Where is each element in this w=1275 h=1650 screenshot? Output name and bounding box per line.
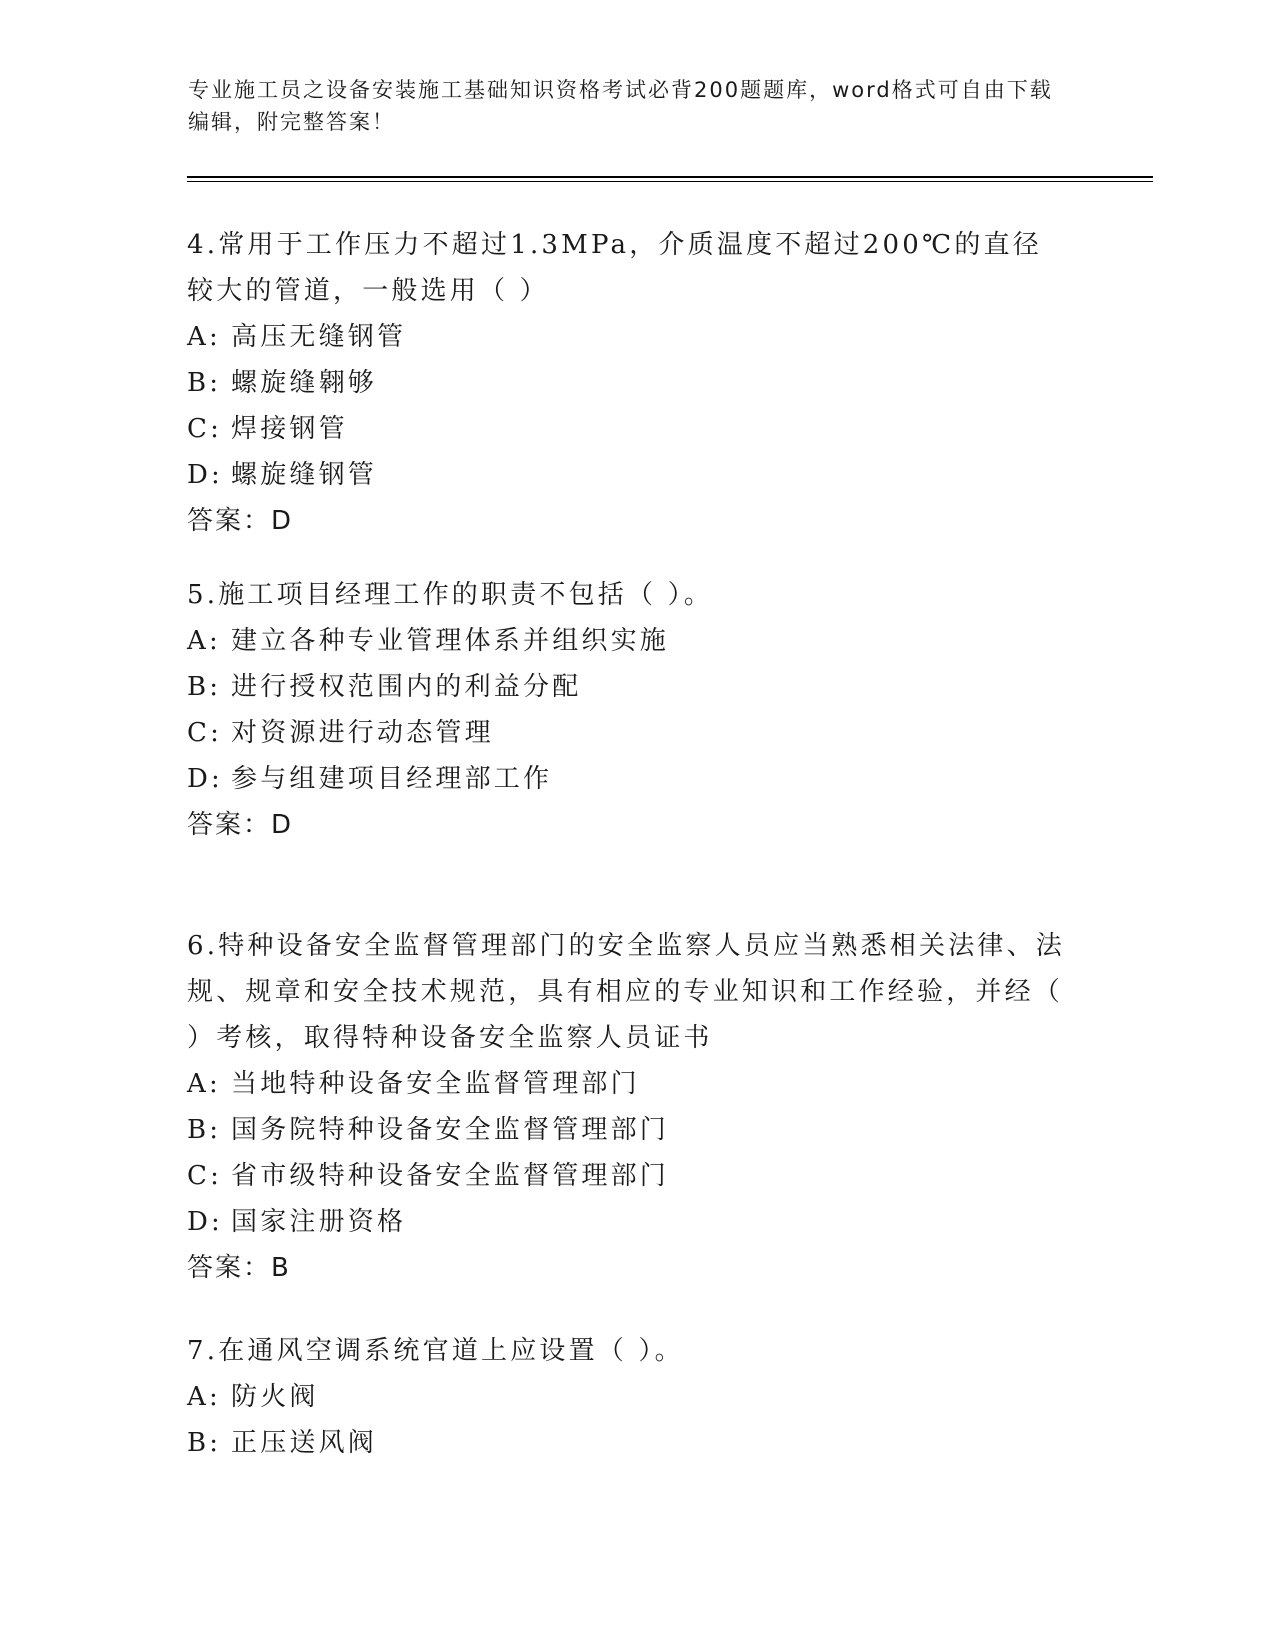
option-key: A: (187, 1069, 221, 1099)
option-c (187, 710, 1067, 756)
option-d (187, 452, 1067, 498)
option-b (187, 1420, 1067, 1466)
option-key: B: (187, 1115, 222, 1145)
option-text: 当地特种设备安全监督管理部门 (231, 1069, 640, 1099)
question-text: 5.施工项目经理工作的职责不包括（ ）。 (187, 580, 714, 610)
option-d (187, 1199, 1067, 1245)
header-divider-top (187, 176, 1153, 178)
option-text: 国务院特种设备安全监督管理部门 (231, 1115, 670, 1145)
answer-line: 答案：B (187, 1253, 291, 1283)
header-divider-bottom (187, 181, 1153, 182)
option-text: 建立各种专业管理体系并组织实施 (231, 626, 670, 656)
question-7 (187, 1328, 1067, 1466)
option-text: 进行授权范围内的利益分配 (231, 672, 582, 702)
option-b (187, 1107, 1067, 1153)
option-a (187, 1061, 1067, 1107)
option-key: A: (187, 1382, 221, 1412)
option-b (187, 664, 1067, 710)
question-5 (187, 572, 1067, 848)
question-4 (187, 222, 1067, 544)
option-b (187, 360, 1067, 406)
document-header: 专业施工员之设备安装施工基础知识资格考试必背200题题库，word格式可自由下载编辑，附完整答案！ (188, 78, 1053, 134)
option-key: D: (187, 460, 224, 490)
option-text: 参与组建项目经理部工作 (231, 764, 553, 794)
option-key: A: (187, 626, 221, 656)
option-key: B: (187, 672, 222, 702)
option-d (187, 756, 1067, 802)
option-text: 省市级特种设备安全监督管理部门 (231, 1161, 670, 1191)
option-c (187, 1153, 1067, 1199)
option-key: B: (187, 368, 222, 398)
option-text: 螺旋缝翱够 (231, 368, 378, 398)
option-c (187, 406, 1067, 452)
option-text: 螺旋缝钢管 (231, 460, 378, 490)
option-key: D: (187, 1207, 224, 1237)
option-text: 高压无缝钢管 (231, 322, 407, 352)
answer-line: 答案：D (187, 506, 294, 536)
question-text: 6.特种设备安全监督管理部门的安全监察人员应当熟悉相关法律、法规、规章和安全技术规范，具有相应的专业知识和工作经验，并经（ ）考核，取得特种设备安全监察人员证书 (187, 931, 1066, 1053)
option-key: D: (187, 764, 224, 794)
option-a (187, 314, 1067, 360)
option-a (187, 1374, 1067, 1420)
question-text: 4.常用于工作压力不超过1.3MPa，介质温度不超过200℃的直径较大的管道，一般选用（ ） (187, 230, 1042, 306)
option-key: B: (187, 1428, 222, 1458)
option-key: C: (187, 1161, 223, 1191)
option-text: 国家注册资格 (231, 1207, 407, 1237)
option-text: 防火阀 (231, 1382, 319, 1412)
question-6 (187, 923, 1067, 1291)
option-text: 正压送风阀 (231, 1428, 378, 1458)
option-key: C: (187, 718, 223, 748)
option-key: A: (187, 322, 221, 352)
option-key: C: (187, 414, 223, 444)
answer-line: 答案：D (187, 810, 294, 840)
option-text: 焊接钢管 (231, 414, 348, 444)
option-a (187, 618, 1067, 664)
question-text: 7.在通风空调系统官道上应设置（ ）。 (187, 1336, 684, 1366)
option-text: 对资源进行动态管理 (231, 718, 494, 748)
